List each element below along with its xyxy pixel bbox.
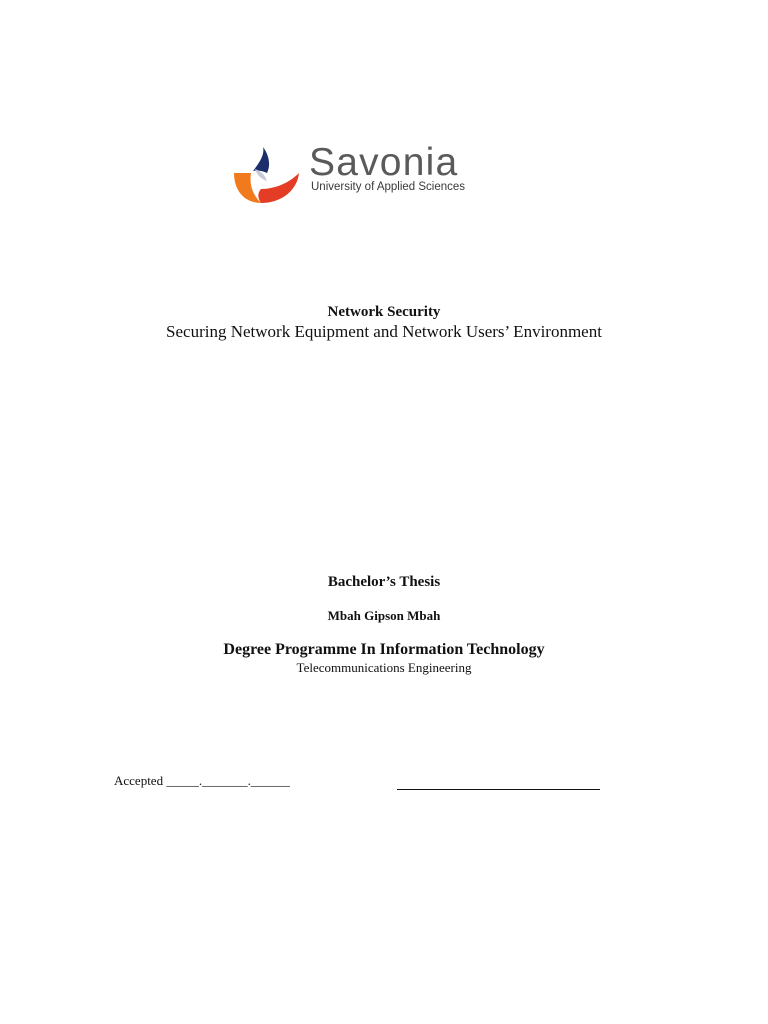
- thesis-type: Bachelor’s Thesis: [327, 574, 441, 590]
- logo-wordmark: Savonia: [309, 141, 459, 184]
- savonia-logo: [231, 143, 481, 209]
- specialization: Telecommunications Engineering: [296, 660, 472, 675]
- savonia-logo-mark-icon: [231, 143, 301, 207]
- logo-tagline: University of Applied Sciences: [311, 181, 466, 193]
- degree-programme: Degree Programme In Information Technology: [223, 641, 545, 658]
- thesis-title: Network Security: [327, 304, 441, 320]
- thesis-subtitle: Securing Network Equipment and Network Users’ Environment: [166, 322, 602, 341]
- signature-line: [397, 789, 600, 790]
- author-name: Mbah Gipson Mbah: [327, 608, 441, 623]
- accepted-date-line: Accepted _____._______.______: [114, 773, 290, 788]
